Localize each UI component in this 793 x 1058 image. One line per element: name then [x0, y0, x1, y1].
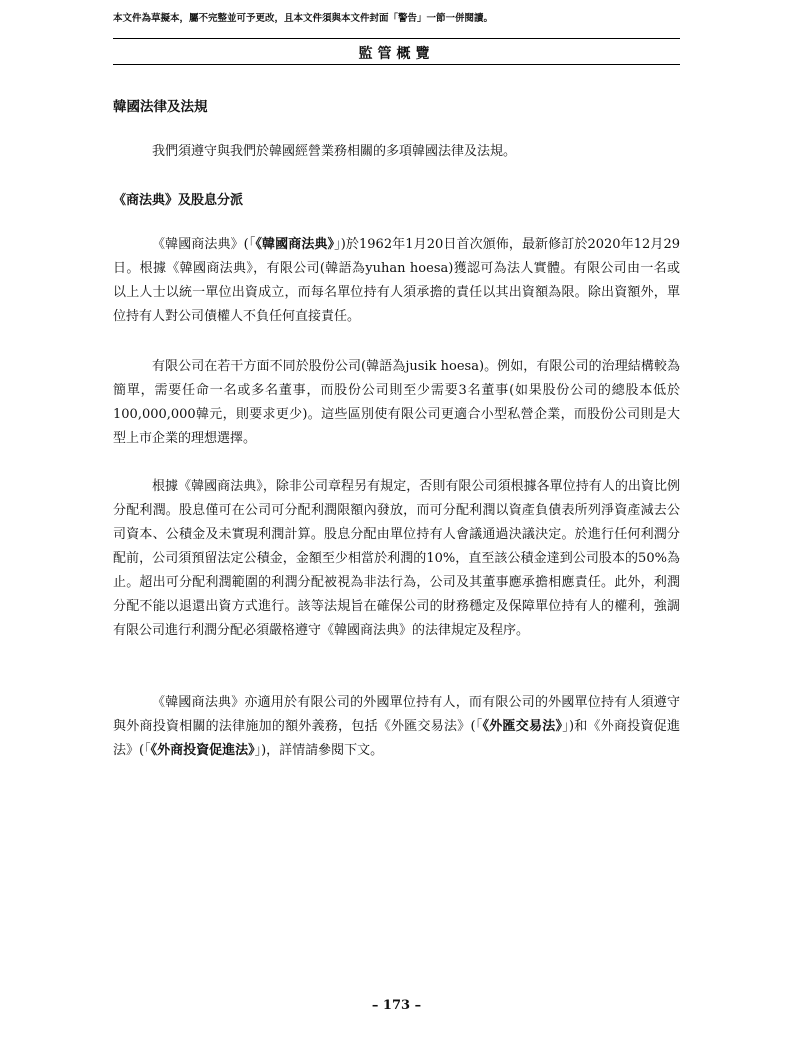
- paragraph-commercial-code: [113, 233, 680, 329]
- paragraph-profit-distribution: 根據《韓國商法典》，除非公司章程另有規定，否則有限公司須根據各單位持有人的出資比例分配利潤。股息僅可在公司可分配利潤限額內發放，而可分配利潤以資產負債表所列淨資產減去公司資本、公積金及未實現利潤計算。股息分配由單位持有人會議通過決議決定。於進行任何利潤分配前，公司須預留法定公積金，金額至少相當於利潤的10%，直至該公積金達到公司股本的50%為止。超出可分配利潤範圍的利潤分配被視為非法行為，公司及其董事應承擔相應責任。此外，利潤分配不能以退還出資方式進行。該等法規旨在確保公司的財務穩定及保障單位持有人的權利，強調有限公司進行利潤分配必須嚴格遵守《韓國商法典》的法律規定及程序。: [113, 479, 680, 638]
- section-title: 監管概覽: [358, 46, 435, 62]
- p4-defined-term-fipa: 《外商投資促進法》: [150, 743, 255, 758]
- p1-text-c: 」)於1962年1月20日首次頒佈，最新修訂於2020年12月29日。根據《韓國商法典》，有限公司(韓語為yuhan hoesa)獲認可為法人實體。有限公司由一名或以上人士以統一單位出資成立，而每名單位持有人須承擔的責任以其出資額為限。除出資額外，單位持有人對公司債權人不負任何直接責任。: [113, 237, 680, 324]
- p4-defined-term-fx: 《外匯交易法》: [482, 719, 563, 734]
- paragraph-foreign-holders: [113, 691, 680, 763]
- page-number: – 173 –: [371, 998, 422, 1013]
- intro-paragraph: 我們須遵守與我們於韓國經營業務相關的多項韓國法律及法規。: [152, 144, 517, 159]
- p1-defined-term: 《韓國商法典》: [255, 237, 335, 252]
- draft-disclaimer: 本文件為草擬本，屬不完整並可予更改，且本文件須與本文件封面「警告」一節一併閱讀。: [113, 13, 494, 24]
- p1-text-a: 《韓國商法典》(「: [152, 237, 256, 252]
- p4-text-c: 」)和《外商投資促進法》(「: [113, 719, 680, 758]
- header-rule-bottom: [113, 64, 680, 65]
- paragraph-company-types: 有限公司在若干方面不同於股份公司(韓語為jusik hoesa)。例如，有限公司的治理結構較為簡單，需要任命一名或多名董事，而股份公司則至少需要3名董事(如果股份公司的總股本低於100,000,000韓元，則要求更少)。這些區別使有限公司更適合小型私營企業，而股份公司則是大型上市企業的理想選擇。: [113, 359, 680, 446]
- heading-commercial-code-dividends: 《商法典》及股息分派: [113, 193, 244, 208]
- heading-korean-laws: 韓國法律及法規: [113, 99, 208, 115]
- header-rule-top: [113, 38, 680, 39]
- p4-text-a: 《韓國商法典》亦適用於有限公司的外國單位持有人，而有限公司的外國單位持有人須遵守與外商投資相關的法律施加的額外義務，包括《外匯交易法》(「: [113, 695, 680, 734]
- p4-text-e: 」)，詳情請參閱下文。: [254, 743, 384, 758]
